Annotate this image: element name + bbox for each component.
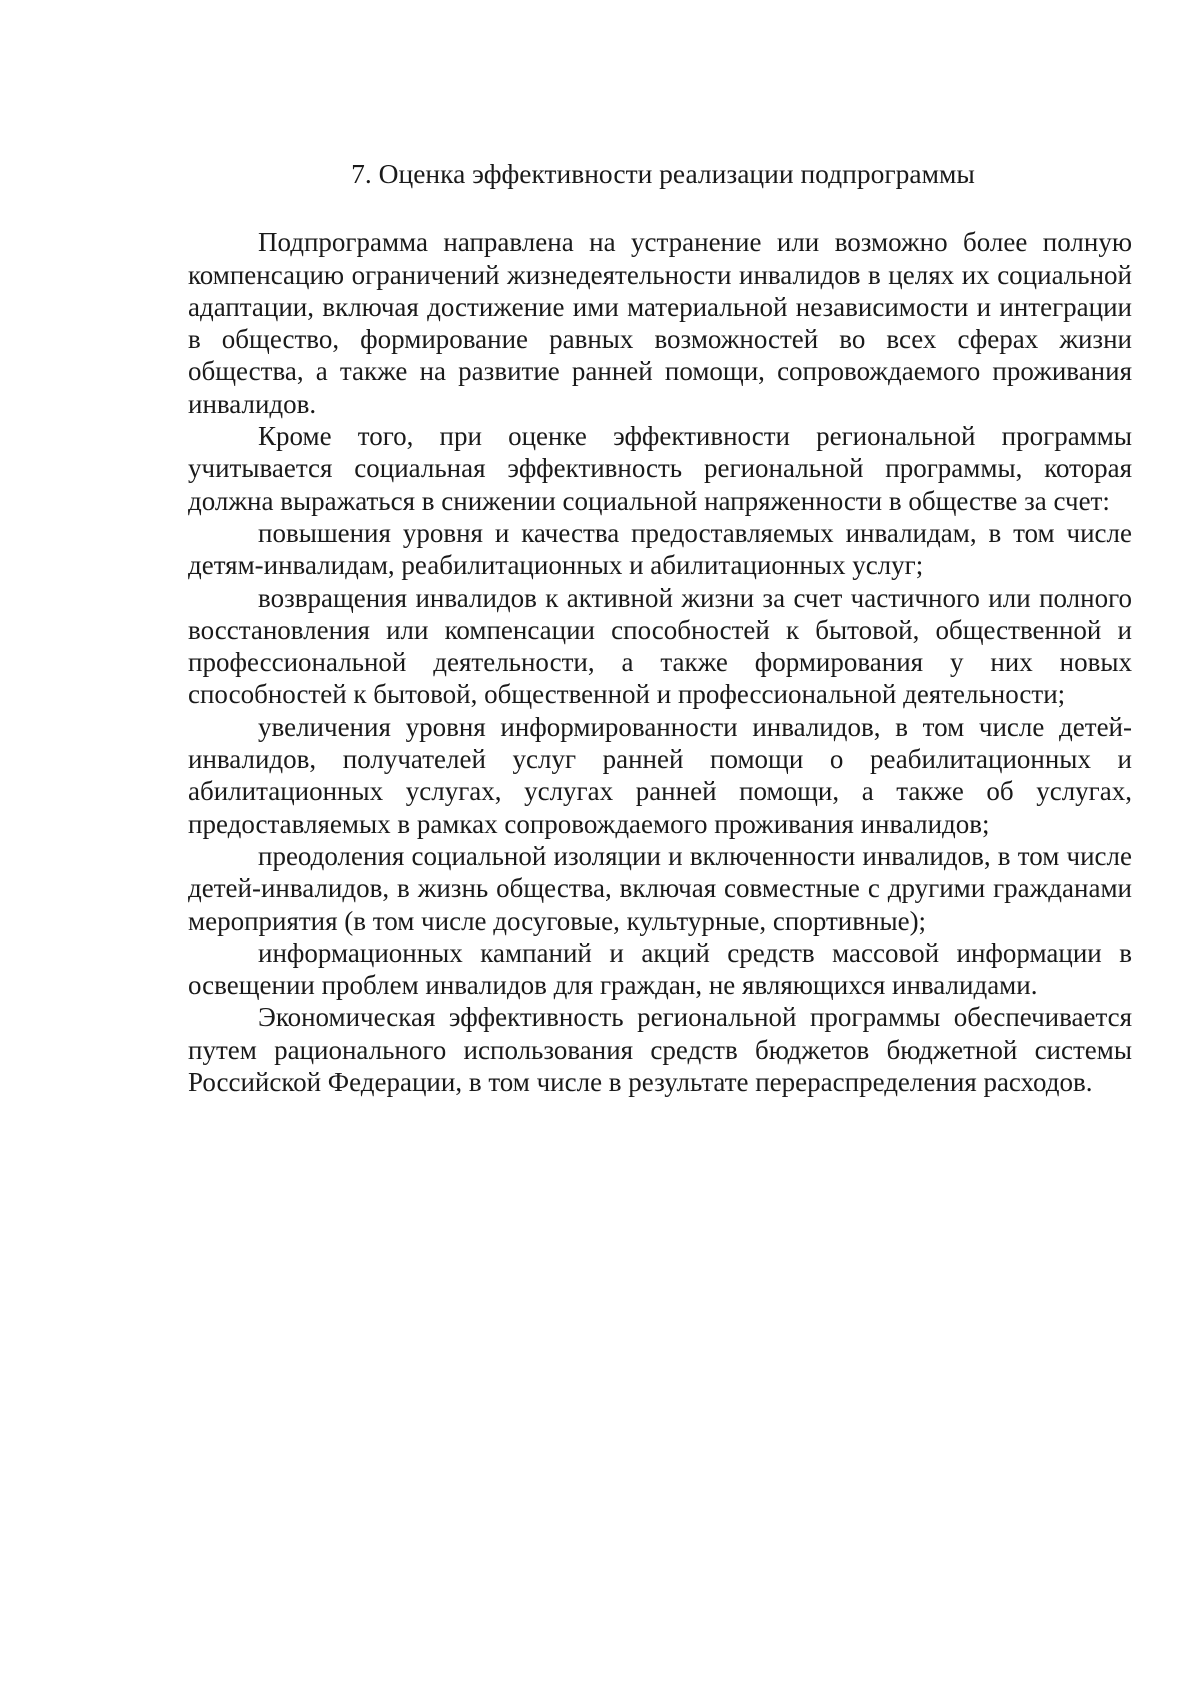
paragraph-item-return-to-active-life: возвращения инвалидов к активной жизни за счет частичного или полного восстановления или компенсации способностей к бытовой, общественной и профессиональной деятельности, а также формирования у них новых способностей к бытовой, общественной и профессиональной деятельности; bbox=[188, 582, 1132, 710]
section-heading: 7. Оценка эффективности реализации подпрограммы bbox=[351, 158, 975, 189]
paragraph-item-service-quality: повышения уровня и качества предоставляемых инвалидам, в том числе детям-инвалидам, реабилитационных и абилитационных услуг; bbox=[188, 517, 1132, 581]
document-body bbox=[188, 158, 1132, 1098]
paragraph-item-media-campaigns: информационных кампаний и акций средств массовой информации в освещении проблем инвалидов для граждан, не являющихся инвалидами. bbox=[188, 937, 1132, 1001]
paragraph-purpose: Подпрограмма направлена на устранение или возможно более полную компенсацию ограничений жизнедеятельности инвалидов в целях их социальной адаптации, включая достижение ими материальной независимости и интеграции в общество, формирование равных возможностей во всех сферах жизни общества, а также на развитие ранней помощи, сопровождаемого проживания инвалидов. bbox=[188, 227, 1132, 419]
paragraph-item-overcoming-isolation: преодоления социальной изоляции и включенности инвалидов, в том числе детей-инвалидов, в жизнь общества, включая совместные с другими гражданами мероприятия (в том числе досуговые, культурные, спортивные); bbox=[188, 840, 1132, 936]
paragraph-social-effectiveness: Кроме того, при оценке эффективности региональной программы учитывается социальная эффективность региональной программы, которая должна выражаться в снижении социальной напряженности в обществе за счет: bbox=[188, 421, 1132, 516]
paragraph-item-awareness: увеличения уровня информированности инвалидов, в том числе детей-инвалидов, получателей услуг ранней помощи о реабилитационных и абилитационных услугах, услугах ранней помощи, а также об услугах, предоставляемых в рамках сопровождаемого проживания инвалидов; bbox=[188, 711, 1132, 839]
paragraph-economic-effectiveness: Экономическая эффективность региональной программы обеспечивается путем рационального использования средств бюджетов бюджетной системы Российской Федерации, в том числе в результате перераспределения расходов. bbox=[188, 1002, 1132, 1098]
